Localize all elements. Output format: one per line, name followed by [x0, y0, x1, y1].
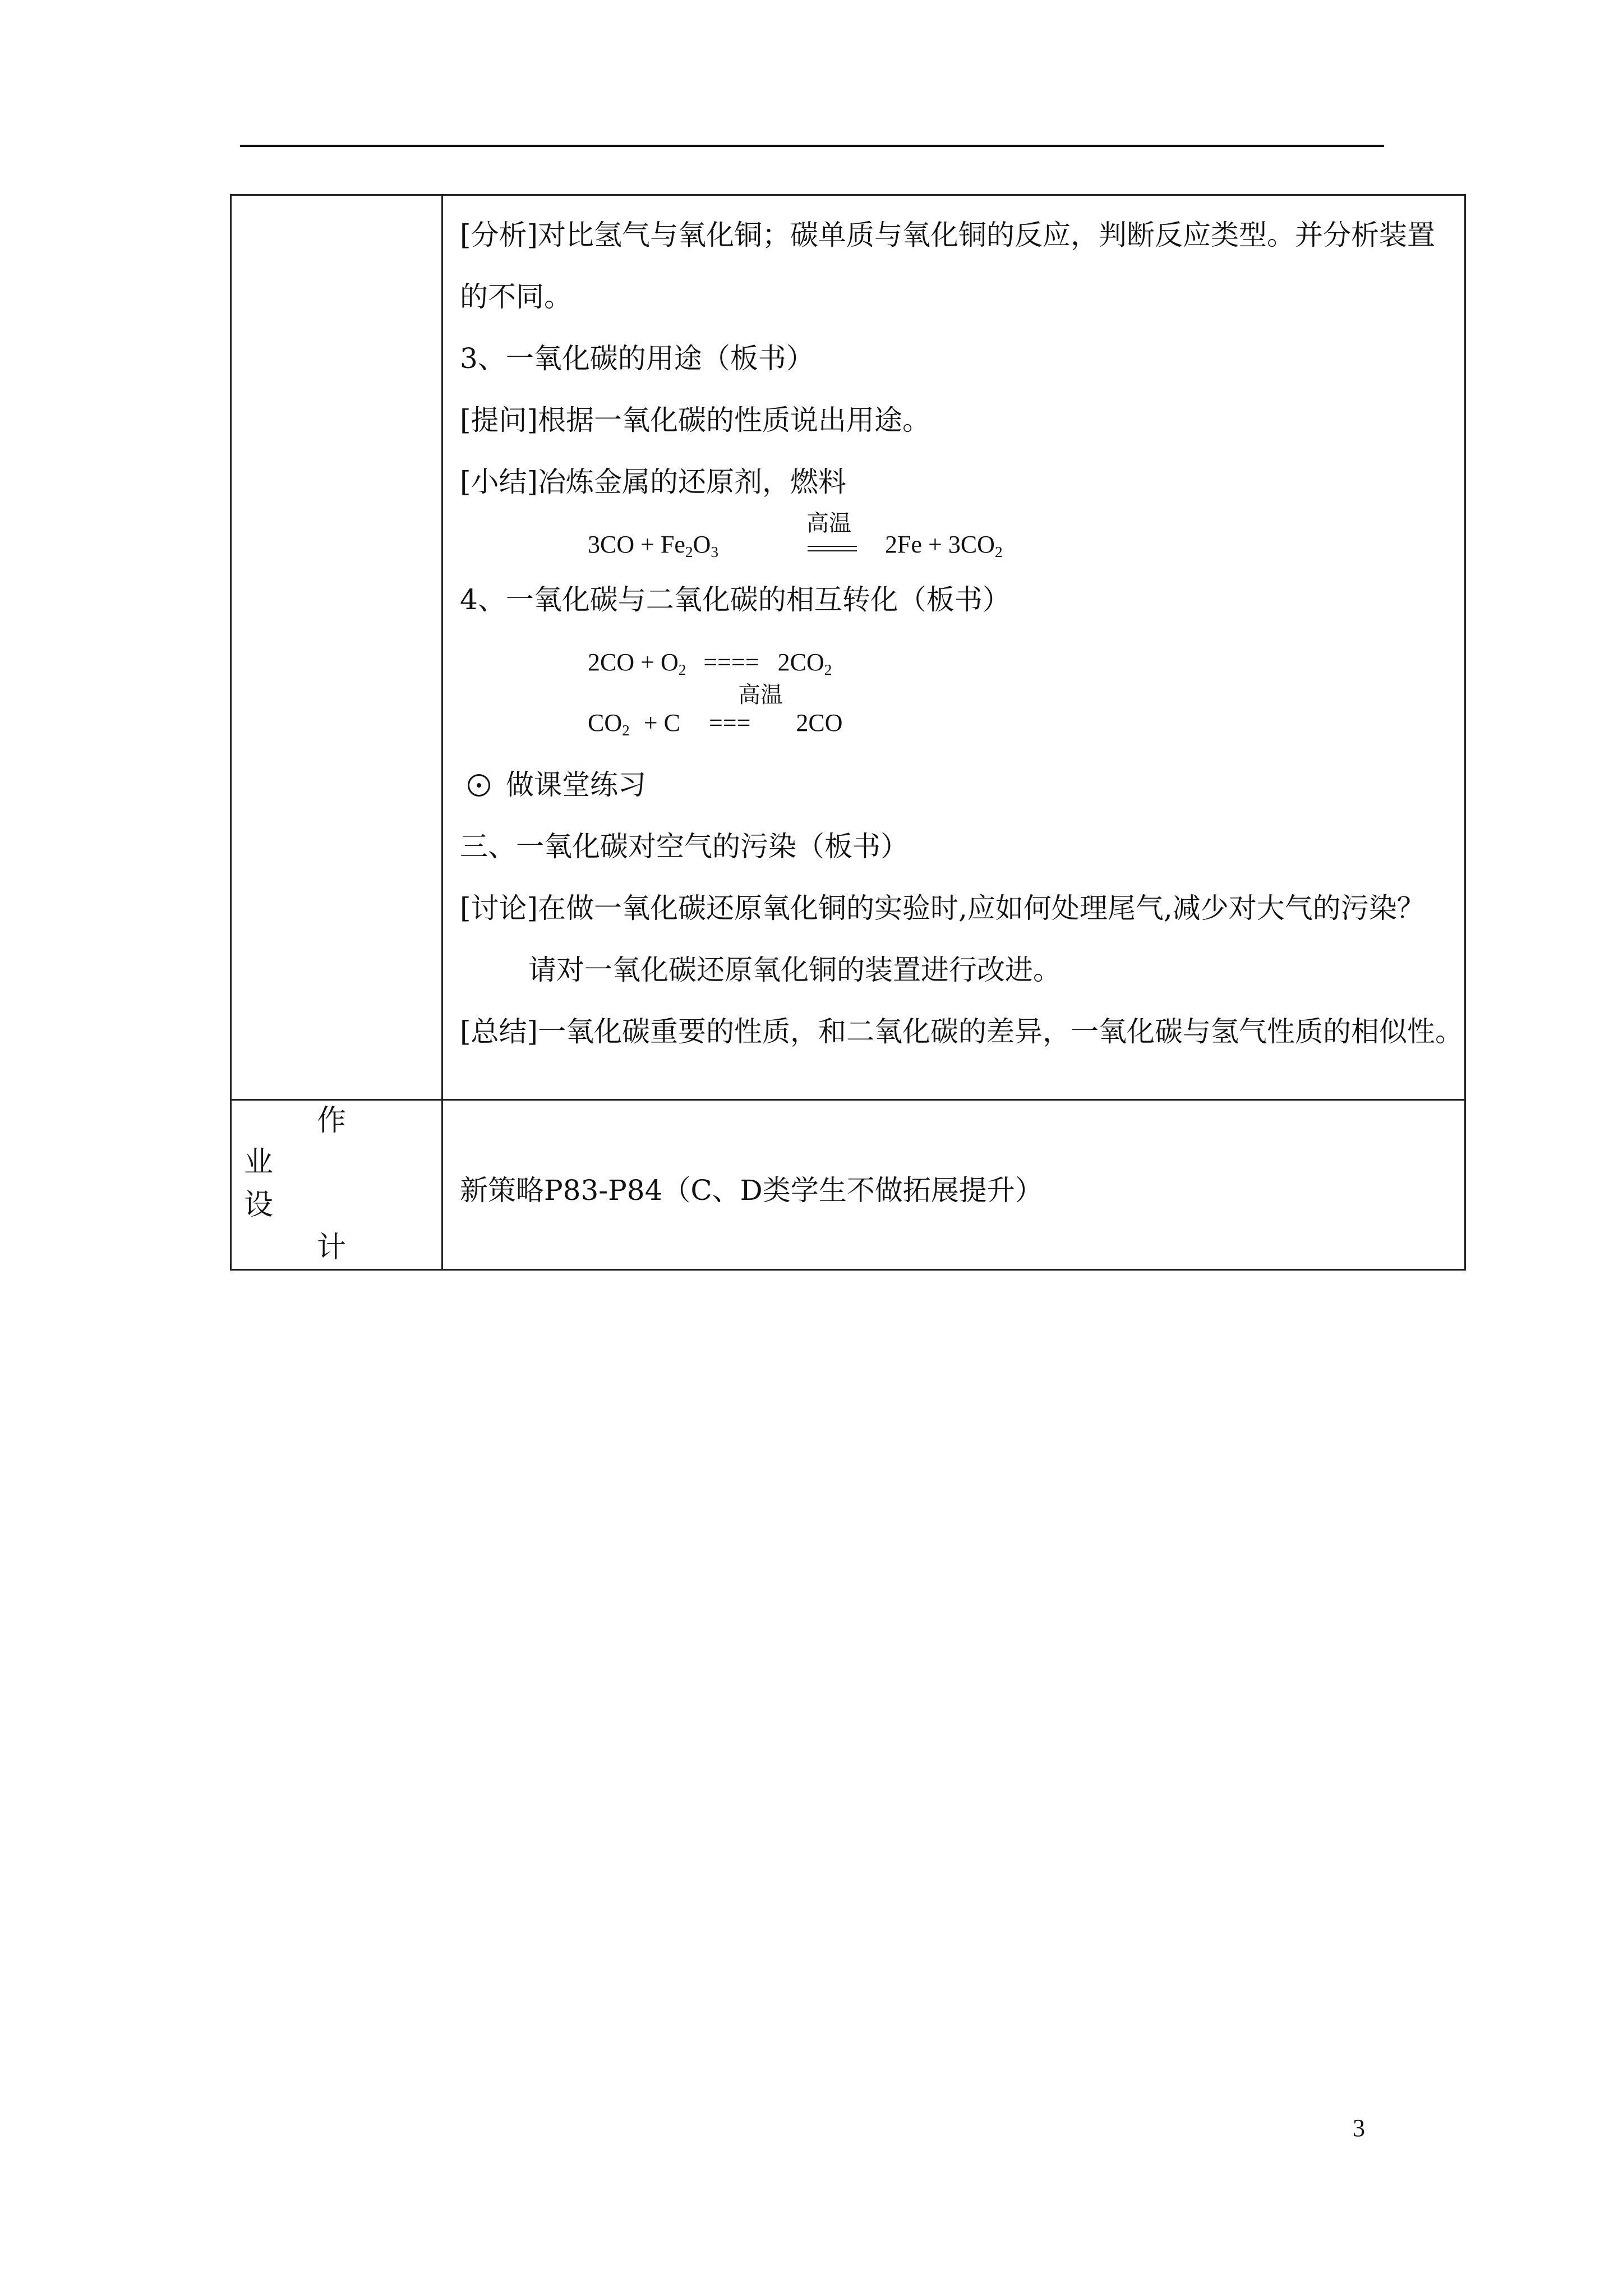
header-rule — [240, 145, 1384, 147]
eq1-left: $3CO + Fe_2O_3$ — [588, 531, 718, 561]
homework-label-cell — [231, 1100, 442, 1270]
practice-line: 做课堂练习 — [468, 768, 646, 802]
lesson-table — [230, 194, 1466, 1271]
analysis-line-cont: 的不同。 — [460, 280, 572, 313]
eq2: $2CO + O_2$ ==== $2CO_2$ — [588, 648, 832, 679]
conclusion-line: [总结]一氧化碳重要的性质，和二氧化碳的差异，一氧化碳与氢气性质的相似性。 — [460, 1015, 1464, 1048]
eq3-condition: 高温 — [738, 682, 783, 708]
empty-label-cell — [231, 195, 442, 1100]
improvement-line: 请对一氧化碳还原氧化铜的装置进行改进。 — [528, 954, 1061, 986]
homework-row — [231, 1100, 1465, 1270]
page-number: 3 — [1353, 2114, 1365, 2142]
circle-dot-icon — [468, 774, 490, 797]
uses-heading: 3、一氧化碳的用途（板书） — [460, 342, 814, 375]
question-line: [提问]根据一氧化碳的性质说出用途。 — [460, 404, 931, 436]
summary-line: [小结]冶炼金属的还原剂，燃料 — [460, 466, 847, 498]
pollution-heading: 三、一氧化碳对空气的污染（板书） — [460, 830, 909, 863]
conversion-heading: 4、一氧化碳与二氧化碳的相互转化（板书） — [460, 583, 1011, 616]
homework-label-char: 业 — [244, 1145, 274, 1179]
eq1-bar-top — [808, 546, 857, 547]
eq1-right: $2Fe + 3CO_2$ — [885, 531, 1003, 561]
homework-label-char: 作 — [317, 1104, 347, 1138]
homework-text: 新策略P83-P84（C、D类学生不做拓展提升） — [460, 1174, 1043, 1207]
homework-content-cell — [442, 1100, 1465, 1270]
eq3: $CO_2 + C$ === 2CO — [588, 709, 843, 739]
content-cell — [442, 195, 1465, 1100]
eq1-bar-bottom — [808, 550, 857, 551]
eq1-condition: 高温 — [806, 510, 851, 536]
homework-label-char: 计 — [317, 1231, 347, 1264]
discussion-line: [讨论]在做一氧化碳还原氧化铜的实验时,应如何处理尾气,减少对大气的污染？ — [460, 892, 1425, 924]
content-row — [231, 195, 1465, 1100]
homework-label-char: 设 — [244, 1188, 274, 1222]
analysis-line: [分析]对比氢气与氧化铜；碳单质与氧化铜的反应，判断反应类型。并分析装置 — [460, 219, 1436, 251]
